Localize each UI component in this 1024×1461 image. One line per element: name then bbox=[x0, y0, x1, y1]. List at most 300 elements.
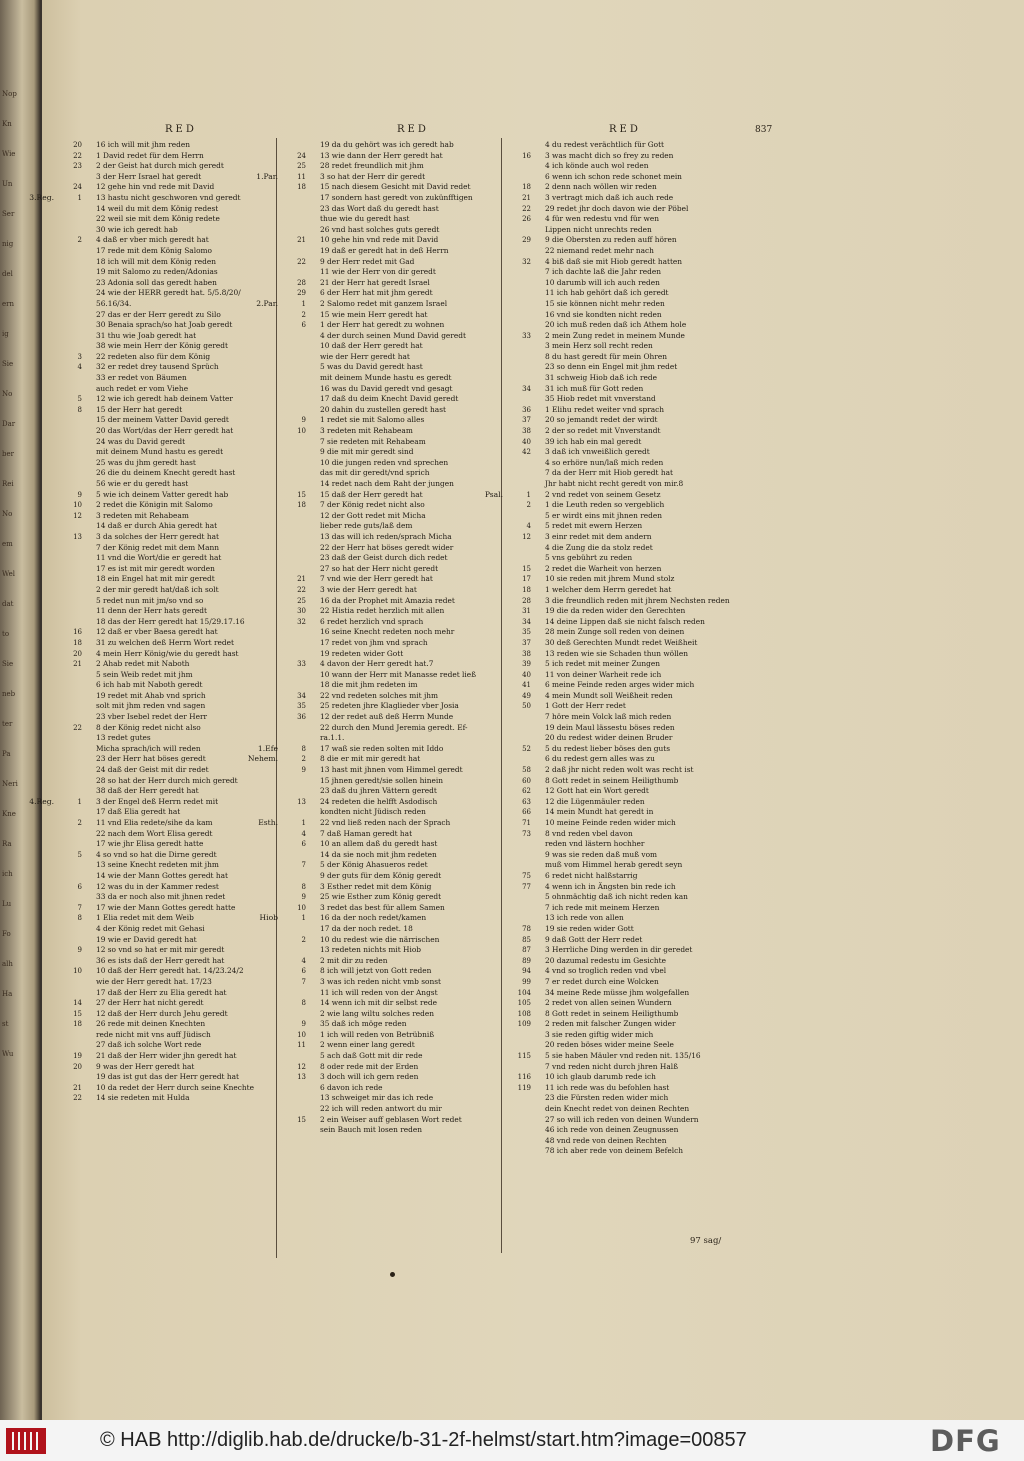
entry-text: 27 das er der Herr geredt zu Silo bbox=[96, 309, 221, 319]
edge-text-fragment: to bbox=[2, 630, 10, 638]
index-entry bbox=[73, 1051, 254, 1062]
entry-text: 3 wie der Herr geredt hat bbox=[320, 584, 417, 594]
chapter-number: 20 bbox=[73, 1062, 82, 1071]
index-entry bbox=[320, 352, 476, 363]
entry-text: kondten nicht Jüdisch reden bbox=[320, 807, 426, 817]
entry-text: 6 du redest gern alles was zu bbox=[545, 754, 655, 764]
entry-text: 9 was sie reden daß muß vom bbox=[545, 849, 658, 859]
index-entry bbox=[96, 585, 254, 596]
entry-text: 23 Adonia soll das geredt haben bbox=[96, 277, 217, 287]
index-entry bbox=[96, 320, 254, 331]
index-entry bbox=[297, 489, 476, 501]
index-entry bbox=[320, 1093, 476, 1104]
entry-text: 7 vnd reden nicht durch jhren Halß bbox=[545, 1061, 679, 1071]
entry-text: 27 so will ich reden von deinen Wundern bbox=[545, 1114, 699, 1124]
edge-text-fragment: Kne bbox=[2, 810, 16, 818]
index-entry bbox=[96, 553, 254, 564]
index-entry bbox=[297, 182, 476, 193]
index-entry bbox=[517, 1008, 730, 1020]
index-entry bbox=[301, 892, 476, 903]
index-entry bbox=[522, 584, 730, 596]
entry-text: lieber rede guts/laß dem bbox=[320, 521, 413, 531]
entry-text: 8 Gott redet in seinem Heiligthumb bbox=[545, 775, 679, 785]
entry-text: 22 nach dem Wort Elisa geredt bbox=[96, 828, 213, 838]
entry-text: 9 was der Herr geredt hat bbox=[96, 1061, 195, 1071]
entry-text: 7 da der Herr mit Hiob geredt hat bbox=[545, 468, 673, 478]
chapter-number: 40 bbox=[522, 670, 531, 679]
entry-text: 11 ich rede was du befohlen hast bbox=[545, 1082, 670, 1092]
chapter-number: 7 bbox=[301, 861, 306, 870]
index-entry bbox=[96, 468, 254, 479]
chapter-number: 22 bbox=[73, 723, 82, 732]
entry-text: 24 was du David geredt bbox=[96, 436, 186, 446]
edge-text-fragment: No bbox=[2, 390, 13, 398]
index-entry bbox=[320, 553, 476, 564]
index-entry bbox=[96, 680, 254, 691]
chapter-number: 94 bbox=[522, 967, 531, 976]
index-entry bbox=[522, 818, 730, 829]
index-entry bbox=[96, 935, 254, 946]
hab-logo-icon[interactable] bbox=[6, 1428, 46, 1454]
edge-text-fragment: Wu bbox=[2, 1050, 14, 1058]
index-entry bbox=[73, 627, 254, 638]
chapter-number: 4 bbox=[301, 956, 306, 965]
index-entry bbox=[522, 807, 730, 818]
index-entry bbox=[522, 330, 730, 342]
chapter-number: 116 bbox=[517, 1073, 531, 1082]
index-entry bbox=[484, 489, 730, 501]
index-entry bbox=[545, 1062, 730, 1073]
index-entry bbox=[96, 214, 254, 225]
chapter-number: 38 bbox=[522, 427, 531, 436]
entry-text: 27 daß ich solche Wort rede bbox=[96, 1040, 202, 1050]
entry-text: 31 schweig Hiob daß ich rede bbox=[545, 373, 657, 383]
index-entry bbox=[320, 267, 476, 278]
entry-text: 4 biß daß sie mit Hiob geredt hatten bbox=[545, 256, 683, 266]
entry-text: 14 da sie noch mit jhm redeten bbox=[320, 849, 437, 859]
index-entry bbox=[526, 521, 730, 532]
chapter-number: 28 bbox=[522, 596, 531, 605]
index-entry bbox=[320, 723, 476, 734]
index-entry bbox=[320, 447, 476, 458]
entry-text: 18 das der Herr geredt hat 15/29.17.16 bbox=[96, 616, 245, 626]
index-entry bbox=[320, 638, 476, 649]
chapter-number: 21 bbox=[297, 236, 306, 245]
entry-text: 1 Gott der Herr redet bbox=[545, 701, 626, 711]
chapter-number: 30 bbox=[297, 607, 306, 616]
entry-text: 14 wenn ich mit dir selbst rede bbox=[320, 998, 437, 1008]
index-entry bbox=[522, 786, 730, 797]
chapter-number: 28 bbox=[297, 278, 306, 287]
index-entry bbox=[297, 574, 476, 585]
index-entry bbox=[297, 1114, 476, 1126]
entry-text: 3 die freundlich reden mit jhrem Nechsten reden bbox=[545, 595, 730, 605]
index-entry bbox=[73, 998, 254, 1009]
index-entry bbox=[320, 532, 476, 543]
entry-text: 1 der Herr hat geredt zu wohnen bbox=[320, 320, 445, 330]
entry-text: 5 er wirdt eins mit jhnen reden bbox=[545, 510, 662, 520]
chapter-number: 17 bbox=[522, 575, 531, 584]
entry-text: 10 daß der Herr geredt hat bbox=[320, 341, 423, 351]
entry-text: Jhr habt nicht recht geredt von mir.8 bbox=[545, 479, 684, 488]
index-entry bbox=[522, 415, 730, 426]
entry-text: 3 so hat der Herr dir geredt bbox=[320, 171, 426, 181]
entry-text: 17 es ist mit mir geredt worden bbox=[96, 563, 215, 573]
entry-text: 13 seine Knecht redeten mit jhm bbox=[96, 860, 219, 870]
chapter-number: 2 bbox=[301, 310, 306, 319]
index-entry bbox=[301, 415, 476, 426]
index-entry bbox=[517, 1072, 730, 1083]
entry-text: 20 das Wort/das der Herr geredt hat bbox=[96, 426, 234, 436]
index-entry bbox=[320, 680, 476, 691]
entry-text: 2 ein Weiser auff geblasen Wort redet bbox=[320, 1114, 462, 1124]
chapter-number: 119 bbox=[517, 1083, 531, 1092]
entry-text: 9 die mit mir geredt sind bbox=[320, 447, 414, 457]
chapter-number: 6 bbox=[301, 321, 306, 330]
entry-text: 46 ich rede von deinen Zeugnussen bbox=[545, 1125, 679, 1135]
chapter-number: 7 bbox=[301, 977, 306, 986]
chapter-number: 21 bbox=[73, 660, 82, 669]
index-entry bbox=[545, 712, 730, 723]
index-entry bbox=[73, 150, 254, 162]
index-entry bbox=[320, 988, 476, 999]
index-entry bbox=[320, 437, 476, 448]
entry-text: 39 ich hab ein mal geredt bbox=[545, 436, 642, 446]
entry-text: 16 ich will mit jhm reden bbox=[96, 140, 191, 149]
index-entry bbox=[320, 373, 476, 384]
entry-text: 3 sie reden giftig wider mich bbox=[545, 1029, 654, 1039]
book-abbreviation: 1.Par. bbox=[256, 171, 278, 181]
chapter-number: 4 bbox=[526, 522, 531, 531]
entry-text: 26 vnd hast solches guts geredt bbox=[320, 224, 440, 234]
footer-copyright-link[interactable]: © HAB http://diglib.hab.de/drucke/b-31-2f-helmst/start.htm?image=00857 bbox=[100, 1429, 747, 1451]
chapter-number: 20 bbox=[73, 141, 82, 149]
index-entry bbox=[522, 637, 730, 649]
chapter-number: 77 bbox=[522, 882, 531, 891]
index-entry bbox=[73, 648, 254, 660]
chapter-number: 89 bbox=[522, 956, 531, 965]
index-entry bbox=[517, 998, 730, 1009]
entry-text: 2 mit dir zu reden bbox=[320, 955, 388, 965]
entry-text: 4 die Zung die da stolz redet bbox=[545, 542, 653, 552]
entry-text: 6 davon ich rede bbox=[320, 1082, 383, 1092]
entry-text: 12 Gott hat ein Wort geredt bbox=[545, 786, 649, 796]
edge-text-fragment: ich bbox=[2, 870, 13, 878]
index-entry bbox=[258, 818, 476, 829]
edge-text-fragment: nig bbox=[2, 240, 14, 248]
edge-text-fragment: neb bbox=[2, 690, 16, 698]
entry-text: 8 der König redet nicht also bbox=[96, 722, 201, 732]
chapter-number: 34 bbox=[522, 384, 531, 393]
entry-text: 7 er redet durch eine Wolcken bbox=[545, 976, 659, 986]
index-entry bbox=[256, 298, 476, 310]
chapter-number: 19 bbox=[73, 1052, 82, 1061]
index-entry bbox=[320, 331, 476, 342]
index-entry bbox=[320, 670, 476, 681]
entry-text: 5 ohnmächtig daß ich nicht reden kan bbox=[545, 892, 688, 902]
chapter-number: 15 bbox=[297, 1115, 306, 1124]
entry-text: 6 wenn ich schon rede schonet mein bbox=[545, 171, 682, 181]
entry-text: 6 ich hab mit Naboth geredt bbox=[96, 680, 203, 690]
entry-text: 2 redet die Warheit von herzen bbox=[545, 563, 662, 573]
entry-text: 7 sie redeten mit Rehabeam bbox=[320, 436, 426, 446]
index-entry bbox=[522, 383, 730, 395]
index-entry bbox=[517, 1051, 730, 1062]
entry-text: 17 da der noch redet. 18 bbox=[320, 923, 413, 933]
index-entry bbox=[96, 447, 254, 458]
index-entry bbox=[297, 701, 476, 712]
index-entry bbox=[545, 839, 730, 850]
chapter-number: 26 bbox=[522, 215, 531, 224]
index-entry bbox=[96, 257, 254, 268]
index-entry bbox=[320, 204, 476, 215]
catchword: 97 sag/ bbox=[690, 1236, 722, 1246]
entry-text: solt mit jhm reden vnd sagen bbox=[96, 701, 206, 711]
entry-text: 12 so vnd so hat er mit mir geredt bbox=[96, 945, 225, 955]
entry-text: 2 daß jhr nicht reden wolt was recht ist bbox=[545, 765, 694, 775]
entry-text: 25 wie Esther zum König geredt bbox=[320, 892, 442, 902]
edge-text-fragment: Ra bbox=[2, 840, 12, 848]
entry-text: 23 daß der Geist durch dich redet bbox=[320, 553, 448, 563]
index-entry bbox=[73, 722, 254, 734]
entry-text: 9 der Herr redet mit Gad bbox=[320, 256, 415, 266]
index-entry bbox=[545, 892, 730, 903]
entry-text: 32 er redet drey tausend Sprüch bbox=[96, 362, 219, 372]
chapter-number: 15 bbox=[73, 1009, 82, 1018]
entry-text: ra.1.1. bbox=[320, 733, 345, 743]
index-entry bbox=[29, 796, 254, 808]
index-entry bbox=[545, 267, 730, 278]
entry-text: 22 weil sie mit dem König redete bbox=[96, 214, 220, 224]
chapter-number: 22 bbox=[522, 204, 531, 213]
index-entry bbox=[522, 966, 730, 977]
index-entry bbox=[320, 384, 476, 395]
chapter-number: 18 bbox=[297, 183, 306, 192]
index-entry bbox=[320, 776, 476, 787]
chapter-number: 6 bbox=[301, 840, 306, 849]
entry-text: 4 vnd so troglich reden vnd vbel bbox=[545, 966, 667, 976]
entry-text: 33 er redet von Bäumen bbox=[96, 373, 187, 383]
chapter-number: 104 bbox=[517, 988, 531, 997]
entry-text: 14 sie redeten mit Hulda bbox=[96, 1093, 190, 1103]
entry-text: 27 so hat der Herr nicht geredt bbox=[320, 563, 439, 573]
index-entry bbox=[301, 955, 476, 967]
entry-text: 4 davon der Herr geredt hat.7 bbox=[320, 659, 434, 669]
index-entry bbox=[29, 192, 254, 204]
entry-text: 3 einr redet mit dem andern bbox=[545, 531, 652, 541]
entry-text: 31 zu welchen deß Herrn Wort redet bbox=[96, 637, 234, 647]
entry-text: 11 denn der Herr hats geredt bbox=[96, 606, 207, 616]
entry-text: 8 ich will jetzt von Gott reden bbox=[320, 966, 432, 976]
chapter-number: 63 bbox=[522, 797, 531, 806]
chapter-number: 12 bbox=[297, 1062, 306, 1071]
entry-text: auch redet er vom Viehe bbox=[96, 383, 189, 393]
entry-text: das mit dir geredt/vnd sprich bbox=[320, 468, 430, 478]
entry-text: 4 mein Mundt soll Weißheit reden bbox=[545, 690, 673, 700]
index-entry bbox=[522, 182, 730, 193]
index-entry bbox=[297, 277, 476, 289]
entry-text: 10 darumb will ich auch reden bbox=[545, 277, 660, 287]
index-entry bbox=[545, 299, 730, 310]
book-abbreviation: 4.Reg. bbox=[29, 796, 54, 806]
chapter-number: 36 bbox=[297, 713, 306, 722]
book-abbreviation: Psal. bbox=[484, 489, 503, 499]
index-column-3 bbox=[484, 140, 730, 1157]
index-entry bbox=[545, 754, 730, 765]
chapter-number: 18 bbox=[73, 1020, 82, 1029]
chapter-number: 13 bbox=[297, 797, 306, 806]
index-entry bbox=[522, 648, 730, 660]
chapter-number: 1 bbox=[301, 299, 306, 308]
entry-text: 8 vnd reden vbel davon bbox=[545, 828, 633, 838]
chapter-number: 4 bbox=[301, 829, 306, 838]
entry-text: 2 vnd redet von seinem Gesetz bbox=[545, 489, 661, 499]
entry-text: 25 redeten jhre Klaglieder vber Josia bbox=[320, 701, 459, 711]
index-entry bbox=[297, 288, 476, 299]
entry-text: 19 die da reden wider den Gerechten bbox=[545, 606, 686, 616]
chapter-number: 36 bbox=[522, 405, 531, 414]
index-entry bbox=[320, 564, 476, 575]
entry-text: 14 daß er durch Ahia geredt hat bbox=[96, 521, 218, 531]
entry-text: 8 die er mit mir geredt hat bbox=[320, 754, 421, 764]
chapter-number: 16 bbox=[73, 628, 82, 637]
chapter-number: 34 bbox=[522, 617, 531, 626]
index-entry bbox=[545, 140, 730, 151]
entry-text: 16 was du David geredt vnd gesagt bbox=[320, 383, 453, 393]
entry-text: 2 wie lang wiltu solches reden bbox=[320, 1008, 434, 1018]
entry-text: 8 du hast geredt für mein Ohren bbox=[545, 351, 667, 361]
chapter-number: 9 bbox=[301, 1020, 306, 1029]
entry-text: 21 der Herr hat geredt Israel bbox=[320, 277, 430, 287]
entry-text: 6 der Herr hat mit jhm geredt bbox=[320, 288, 433, 298]
column-rule-2 bbox=[501, 138, 502, 1253]
index-entry bbox=[96, 839, 254, 850]
entry-text: 9 daß Gott der Herr redet bbox=[545, 934, 643, 944]
entry-text: 17 waß sie reden solten mit Iddo bbox=[320, 743, 444, 753]
index-entry bbox=[96, 299, 254, 310]
index-entry bbox=[77, 881, 254, 893]
entry-text: 4 mein Herr König/wie du geredt hast bbox=[96, 648, 239, 658]
index-entry bbox=[545, 225, 730, 236]
entry-text: 19 mit Salomo zu reden/Adonias bbox=[96, 267, 218, 277]
index-entry bbox=[320, 479, 476, 490]
index-entry bbox=[522, 256, 730, 268]
index-entry bbox=[522, 436, 730, 448]
index-entry bbox=[522, 192, 730, 204]
entry-text: 19 das ist gut das der Herr geredt hat bbox=[96, 1072, 240, 1082]
folio-number: 837 bbox=[755, 125, 773, 135]
index-entry bbox=[96, 956, 254, 967]
index-entry bbox=[77, 913, 254, 924]
index-entry bbox=[545, 1030, 730, 1041]
index-entry bbox=[297, 235, 476, 246]
entry-text: 22 vnd ließ reden nach der Sprach bbox=[320, 818, 451, 827]
edge-text-fragment: st bbox=[2, 1020, 9, 1028]
index-entry bbox=[522, 934, 730, 946]
entry-text: 15 der meinem Vatter David geredt bbox=[96, 415, 229, 425]
index-entry bbox=[320, 225, 476, 236]
chapter-number: 49 bbox=[522, 691, 531, 700]
entry-text: 5 sie haben Mäuler vnd reden nit. 135/16 bbox=[545, 1051, 701, 1061]
entry-text: 35 Hiob redet mit vnverstand bbox=[545, 394, 656, 404]
book-page bbox=[29, 0, 1024, 1420]
entry-text: 4 ich könde auch wol reden bbox=[545, 161, 649, 171]
entry-text: 24 wie der HERR geredt hat. 5/5.8/20/ bbox=[96, 288, 241, 298]
index-entry bbox=[545, 913, 730, 924]
entry-text: 11 vnd die Wort/die er geredt hat bbox=[96, 553, 222, 563]
index-entry bbox=[96, 1072, 254, 1083]
chapter-number: 12 bbox=[522, 532, 531, 541]
index-entry bbox=[320, 394, 476, 405]
index-entry bbox=[73, 510, 254, 522]
entry-text: 7 ich rede mit meinem Herzen bbox=[545, 902, 660, 912]
chapter-number: 21 bbox=[522, 193, 531, 202]
entry-text: 22 vnd redeten solches mit jhm bbox=[320, 690, 439, 700]
chapter-number: 1 bbox=[77, 797, 82, 806]
entry-text: 19 dein Maul lässestu böses reden bbox=[545, 722, 675, 732]
index-entry bbox=[320, 458, 476, 469]
edge-text-fragment: dat bbox=[2, 600, 14, 608]
index-entry bbox=[96, 829, 254, 840]
index-entry bbox=[256, 171, 476, 183]
entry-text: 11 vnd Elia redete/sihe da kam bbox=[96, 818, 213, 827]
entry-text: 1 Elihu redet weiter vnd sprach bbox=[545, 404, 665, 414]
chapter-number: 18 bbox=[522, 183, 531, 192]
entry-text: 13 ich rede von allen bbox=[545, 913, 624, 923]
entry-text: 26 die du deinem Knecht geredt hast bbox=[96, 468, 236, 478]
entry-text: 23 die Fürsten reden wider mich bbox=[545, 1093, 669, 1103]
index-entry bbox=[545, 723, 730, 734]
entry-text: 12 was du in der Kammer redest bbox=[96, 881, 219, 891]
chapter-number: 16 bbox=[522, 151, 531, 160]
entry-text: 22 durch den Mund Jeremia geredt. Ef- bbox=[320, 722, 468, 732]
index-entry bbox=[320, 1009, 476, 1020]
edge-text-fragment: ber bbox=[2, 450, 14, 458]
index-entry bbox=[522, 659, 730, 670]
entry-text: 9 die Obersten zu reden auff hören bbox=[545, 235, 677, 245]
chapter-number: 66 bbox=[522, 808, 531, 817]
entry-text: 17 rede mit dem König Salomo bbox=[96, 245, 212, 255]
entry-text: 16 da der Prophet mit Amazia redet bbox=[320, 595, 455, 605]
index-entry bbox=[96, 765, 254, 776]
index-entry bbox=[522, 606, 730, 617]
entry-text: 5 ach daß Gott mit dir rede bbox=[320, 1051, 423, 1061]
index-entry bbox=[320, 193, 476, 204]
entry-text: 5 redet nun mit jm/so vnd so bbox=[96, 595, 204, 605]
chapter-number: 21 bbox=[297, 575, 306, 584]
chapter-number: 2 bbox=[301, 755, 306, 764]
chapter-number: 38 bbox=[522, 649, 531, 658]
index-entry bbox=[545, 468, 730, 479]
entry-text: 7 vnd wie der Herr geredt hat bbox=[320, 574, 433, 584]
index-entry bbox=[517, 987, 730, 999]
index-entry bbox=[545, 1146, 730, 1157]
index-entry bbox=[73, 140, 254, 151]
index-entry bbox=[320, 850, 476, 861]
entry-text: 27 der Herr hat nicht geredt bbox=[96, 998, 204, 1008]
entry-text: 31 thu wie Joab geredt hat bbox=[96, 330, 197, 340]
footer-bar bbox=[0, 1420, 1024, 1461]
index-entry bbox=[320, 733, 476, 744]
entry-text: 13 redet gutes bbox=[96, 733, 151, 743]
entry-text: 4 so vnd so hat die Dirne geredt bbox=[96, 849, 217, 859]
entry-text: 7 der König redet mit dem Mann bbox=[96, 542, 219, 552]
entry-text: 30 wie ich geredt hab bbox=[96, 224, 178, 234]
index-entry bbox=[96, 246, 254, 257]
index-entry bbox=[522, 701, 730, 712]
entry-text: 11 ich hab gehört daß ich geredt bbox=[545, 288, 669, 298]
dfg-logo[interactable]: DFG bbox=[930, 1424, 1001, 1458]
